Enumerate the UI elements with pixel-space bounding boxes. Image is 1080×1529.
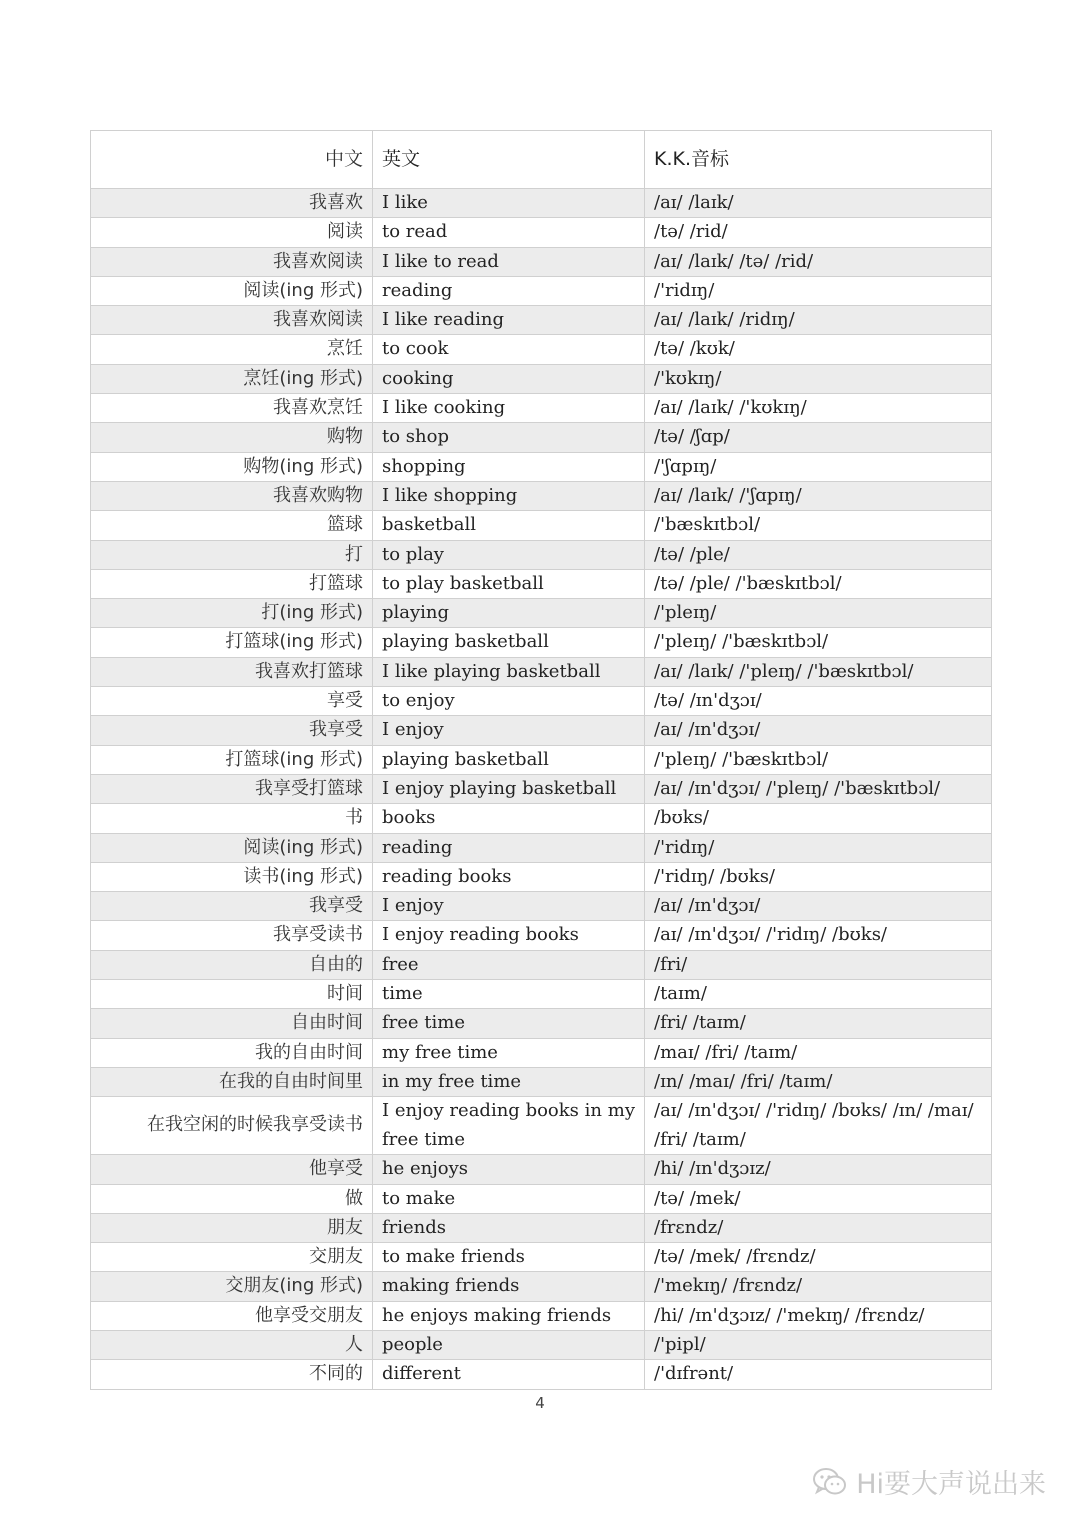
table-row [91,716,992,745]
cell-kk-phonetic: /bʊks/ [645,804,992,833]
table-row [91,1155,992,1184]
cell-chinese: 交朋友 [91,1243,373,1272]
cell-chinese: 我享受 [91,716,373,745]
cell-english: to enjoy [373,687,645,716]
cell-kk-phonetic: /tə/ /ʃɑp/ [645,423,992,452]
cell-chinese: 我喜欢阅读 [91,306,373,335]
watermark [812,1462,1046,1501]
table-row [91,862,992,891]
cell-kk-phonetic: /tə/ /mek/ [645,1184,992,1213]
cell-english: playing basketball [373,628,645,657]
cell-chinese: 我享受 [91,892,373,921]
wechat-icon [812,1467,848,1497]
cell-chinese: 自由时间 [91,1009,373,1038]
cell-kk-phonetic: /'pleɪŋ/ [645,599,992,628]
table-row [91,335,992,364]
cell-chinese: 我喜欢阅读 [91,247,373,276]
cell-kk-phonetic: /taɪm/ [645,980,992,1009]
cell-kk-phonetic: /aɪ/ /laɪk/ /'ʃɑpɪŋ/ [645,481,992,510]
cell-kk-phonetic: /aɪ/ /laɪk/ /'kʊkɪŋ/ [645,394,992,423]
cell-chinese: 在我的自由时间里 [91,1067,373,1096]
cell-kk-phonetic: /ɪn/ /maɪ/ /fri/ /taɪm/ [645,1067,992,1096]
cell-english: free [373,950,645,979]
header-row [91,131,992,189]
watermark-text: Hi要大声说出来 [856,1469,1046,1500]
header-kk-phonetic: K.K.音标 [645,131,992,189]
cell-kk-phonetic: /tə/ /ɪn'dʒɔɪ/ [645,687,992,716]
cell-english: I enjoy reading books [373,921,645,950]
cell-chinese: 我喜欢打篮球 [91,657,373,686]
cell-kk-phonetic: /aɪ/ /ɪn'dʒɔɪ/ /'ridɪŋ/ /bʊks/ [645,921,992,950]
cell-english: I like [373,189,645,218]
cell-kk-phonetic: /hi/ /ɪn'dʒɔɪz/ /'mekɪŋ/ /frɛndz/ [645,1301,992,1330]
table-row [91,1360,992,1389]
cell-kk-phonetic: /'kʊkɪŋ/ [645,364,992,393]
table-row [91,657,992,686]
table-row [91,394,992,423]
vocabulary-table [90,130,992,1390]
cell-english: shopping [373,452,645,481]
table-row [91,980,992,1009]
table-row [91,481,992,510]
cell-chinese: 阅读 [91,218,373,247]
table-row [91,423,992,452]
cell-english: I like cooking [373,394,645,423]
table-row [91,569,992,598]
cell-chinese: 我喜欢购物 [91,481,373,510]
cell-chinese: 时间 [91,980,373,1009]
cell-chinese: 我喜欢 [91,189,373,218]
table-row [91,1067,992,1096]
cell-chinese: 烹饪(ing 形式) [91,364,373,393]
cell-english: my free time [373,1038,645,1067]
cell-kk-phonetic: /'mekɪŋ/ /frɛndz/ [645,1272,992,1301]
cell-kk-phonetic: /fri/ /taɪm/ [645,1009,992,1038]
cell-kk-phonetic: /tə/ /mek/ /frɛndz/ [645,1243,992,1272]
cell-kk-phonetic: /'ridɪŋ/ [645,276,992,305]
cell-chinese: 打(ing 形式) [91,599,373,628]
cell-kk-phonetic: /aɪ/ /laɪk/ /tə/ /rid/ [645,247,992,276]
cell-chinese: 烹饪 [91,335,373,364]
table-row [91,218,992,247]
cell-kk-phonetic: /hi/ /ɪn'dʒɔɪz/ [645,1155,992,1184]
cell-english: people [373,1330,645,1359]
table-row [91,540,992,569]
cell-chinese: 朋友 [91,1213,373,1242]
table-row [91,628,992,657]
table-row [91,306,992,335]
cell-english: to play basketball [373,569,645,598]
cell-chinese: 在我空闲的时候我享受读书 [91,1097,373,1155]
table-row [91,452,992,481]
cell-english: I like reading [373,306,645,335]
cell-kk-phonetic: /'ridɪŋ/ /bʊks/ [645,862,992,891]
cell-kk-phonetic: /fri/ [645,950,992,979]
cell-english: books [373,804,645,833]
cell-kk-phonetic: /aɪ/ /ɪn'dʒɔɪ/ /'pleɪŋ/ /'bæskɪtbɔl/ [645,774,992,803]
table-row [91,1272,992,1301]
cell-kk-phonetic: /'pleɪŋ/ /'bæskɪtbɔl/ [645,745,992,774]
cell-chinese: 购物(ing 形式) [91,452,373,481]
cell-english: making friends [373,1272,645,1301]
cell-kk-phonetic: /tə/ /ple/ /'bæskɪtbɔl/ [645,569,992,598]
cell-chinese: 做 [91,1184,373,1213]
cell-english: free time [373,1009,645,1038]
cell-kk-phonetic: /aɪ/ /laɪk/ /'pleɪŋ/ /'bæskɪtbɔl/ [645,657,992,686]
cell-chinese: 书 [91,804,373,833]
cell-english: playing basketball [373,745,645,774]
table-row [91,1097,992,1155]
cell-kk-phonetic: /maɪ/ /fri/ /taɪm/ [645,1038,992,1067]
cell-english: different [373,1360,645,1389]
cell-english: reading [373,276,645,305]
cell-english: reading [373,833,645,862]
cell-english: he enjoys making friends [373,1301,645,1330]
cell-english: playing [373,599,645,628]
cell-english: in my free time [373,1067,645,1096]
table-row [91,804,992,833]
cell-english: to cook [373,335,645,364]
cell-english: he enjoys [373,1155,645,1184]
cell-chinese: 交朋友(ing 形式) [91,1272,373,1301]
cell-english: I enjoy reading books in my free time [373,1097,645,1155]
cell-kk-phonetic: /'ʃɑpɪŋ/ [645,452,992,481]
cell-english: I enjoy [373,716,645,745]
cell-chinese: 打篮球(ing 形式) [91,628,373,657]
cell-kk-phonetic: /'pleɪŋ/ /'bæskɪtbɔl/ [645,628,992,657]
table-row [91,921,992,950]
cell-kk-phonetic: /'bæskɪtbɔl/ [645,511,992,540]
cell-kk-phonetic: /tə/ /ple/ [645,540,992,569]
table-row [91,1184,992,1213]
table-row [91,276,992,305]
cell-kk-phonetic: /'pipl/ [645,1330,992,1359]
cell-english: I like to read [373,247,645,276]
cell-chinese: 读书(ing 形式) [91,862,373,891]
cell-english: to make [373,1184,645,1213]
cell-english: cooking [373,364,645,393]
table-row [91,1330,992,1359]
table-row [91,247,992,276]
table-row [91,599,992,628]
table-row [91,1301,992,1330]
table-row [91,1213,992,1242]
cell-kk-phonetic: /aɪ/ /laɪk/ [645,189,992,218]
table-row [91,892,992,921]
cell-kk-phonetic: /'dɪfrənt/ [645,1360,992,1389]
cell-chinese: 我享受打篮球 [91,774,373,803]
cell-chinese: 自由的 [91,950,373,979]
table-row [91,1009,992,1038]
cell-english: to make friends [373,1243,645,1272]
cell-kk-phonetic: /aɪ/ /laɪk/ /ridɪŋ/ [645,306,992,335]
table-row [91,833,992,862]
cell-chinese: 打篮球(ing 形式) [91,745,373,774]
cell-chinese: 不同的 [91,1360,373,1389]
cell-chinese: 人 [91,1330,373,1359]
cell-chinese: 阅读(ing 形式) [91,276,373,305]
cell-chinese: 打 [91,540,373,569]
cell-english: I enjoy [373,892,645,921]
table-body [91,189,992,1390]
table-row [91,774,992,803]
table-row [91,687,992,716]
table-row [91,1243,992,1272]
cell-english: to shop [373,423,645,452]
cell-english: I enjoy playing basketball [373,774,645,803]
cell-english: I like shopping [373,481,645,510]
table-row [91,745,992,774]
page-number: 4 [535,1394,545,1412]
cell-chinese: 阅读(ing 形式) [91,833,373,862]
cell-chinese: 他享受交朋友 [91,1301,373,1330]
cell-kk-phonetic: /tə/ /rid/ [645,218,992,247]
table-row [91,1038,992,1067]
cell-kk-phonetic: /tə/ /kʊk/ [645,335,992,364]
cell-chinese: 他享受 [91,1155,373,1184]
cell-kk-phonetic: /frɛndz/ [645,1213,992,1242]
cell-english: I like playing basketball [373,657,645,686]
cell-english: reading books [373,862,645,891]
cell-chinese: 打篮球 [91,569,373,598]
cell-chinese: 享受 [91,687,373,716]
cell-kk-phonetic: /aɪ/ /ɪn'dʒɔɪ/ [645,892,992,921]
cell-kk-phonetic: /'ridɪŋ/ [645,833,992,862]
cell-english: to read [373,218,645,247]
cell-chinese: 我享受读书 [91,921,373,950]
cell-english: time [373,980,645,1009]
cell-kk-phonetic: /aɪ/ /ɪn'dʒɔɪ/ [645,716,992,745]
cell-chinese: 购物 [91,423,373,452]
cell-english: friends [373,1213,645,1242]
cell-chinese: 篮球 [91,511,373,540]
cell-english: basketball [373,511,645,540]
cell-english: to play [373,540,645,569]
header-english: 英文 [373,131,645,189]
table-row [91,364,992,393]
cell-kk-phonetic: /aɪ/ /ɪn'dʒɔɪ/ /'ridɪŋ/ /bʊks/ /ɪn/ /maɪ/ /fri/ /taɪm/ [645,1097,992,1155]
table-row [91,950,992,979]
table-row [91,189,992,218]
cell-chinese: 我的自由时间 [91,1038,373,1067]
table-row [91,511,992,540]
header-chinese: 中文 [91,131,373,189]
cell-chinese: 我喜欢烹饪 [91,394,373,423]
